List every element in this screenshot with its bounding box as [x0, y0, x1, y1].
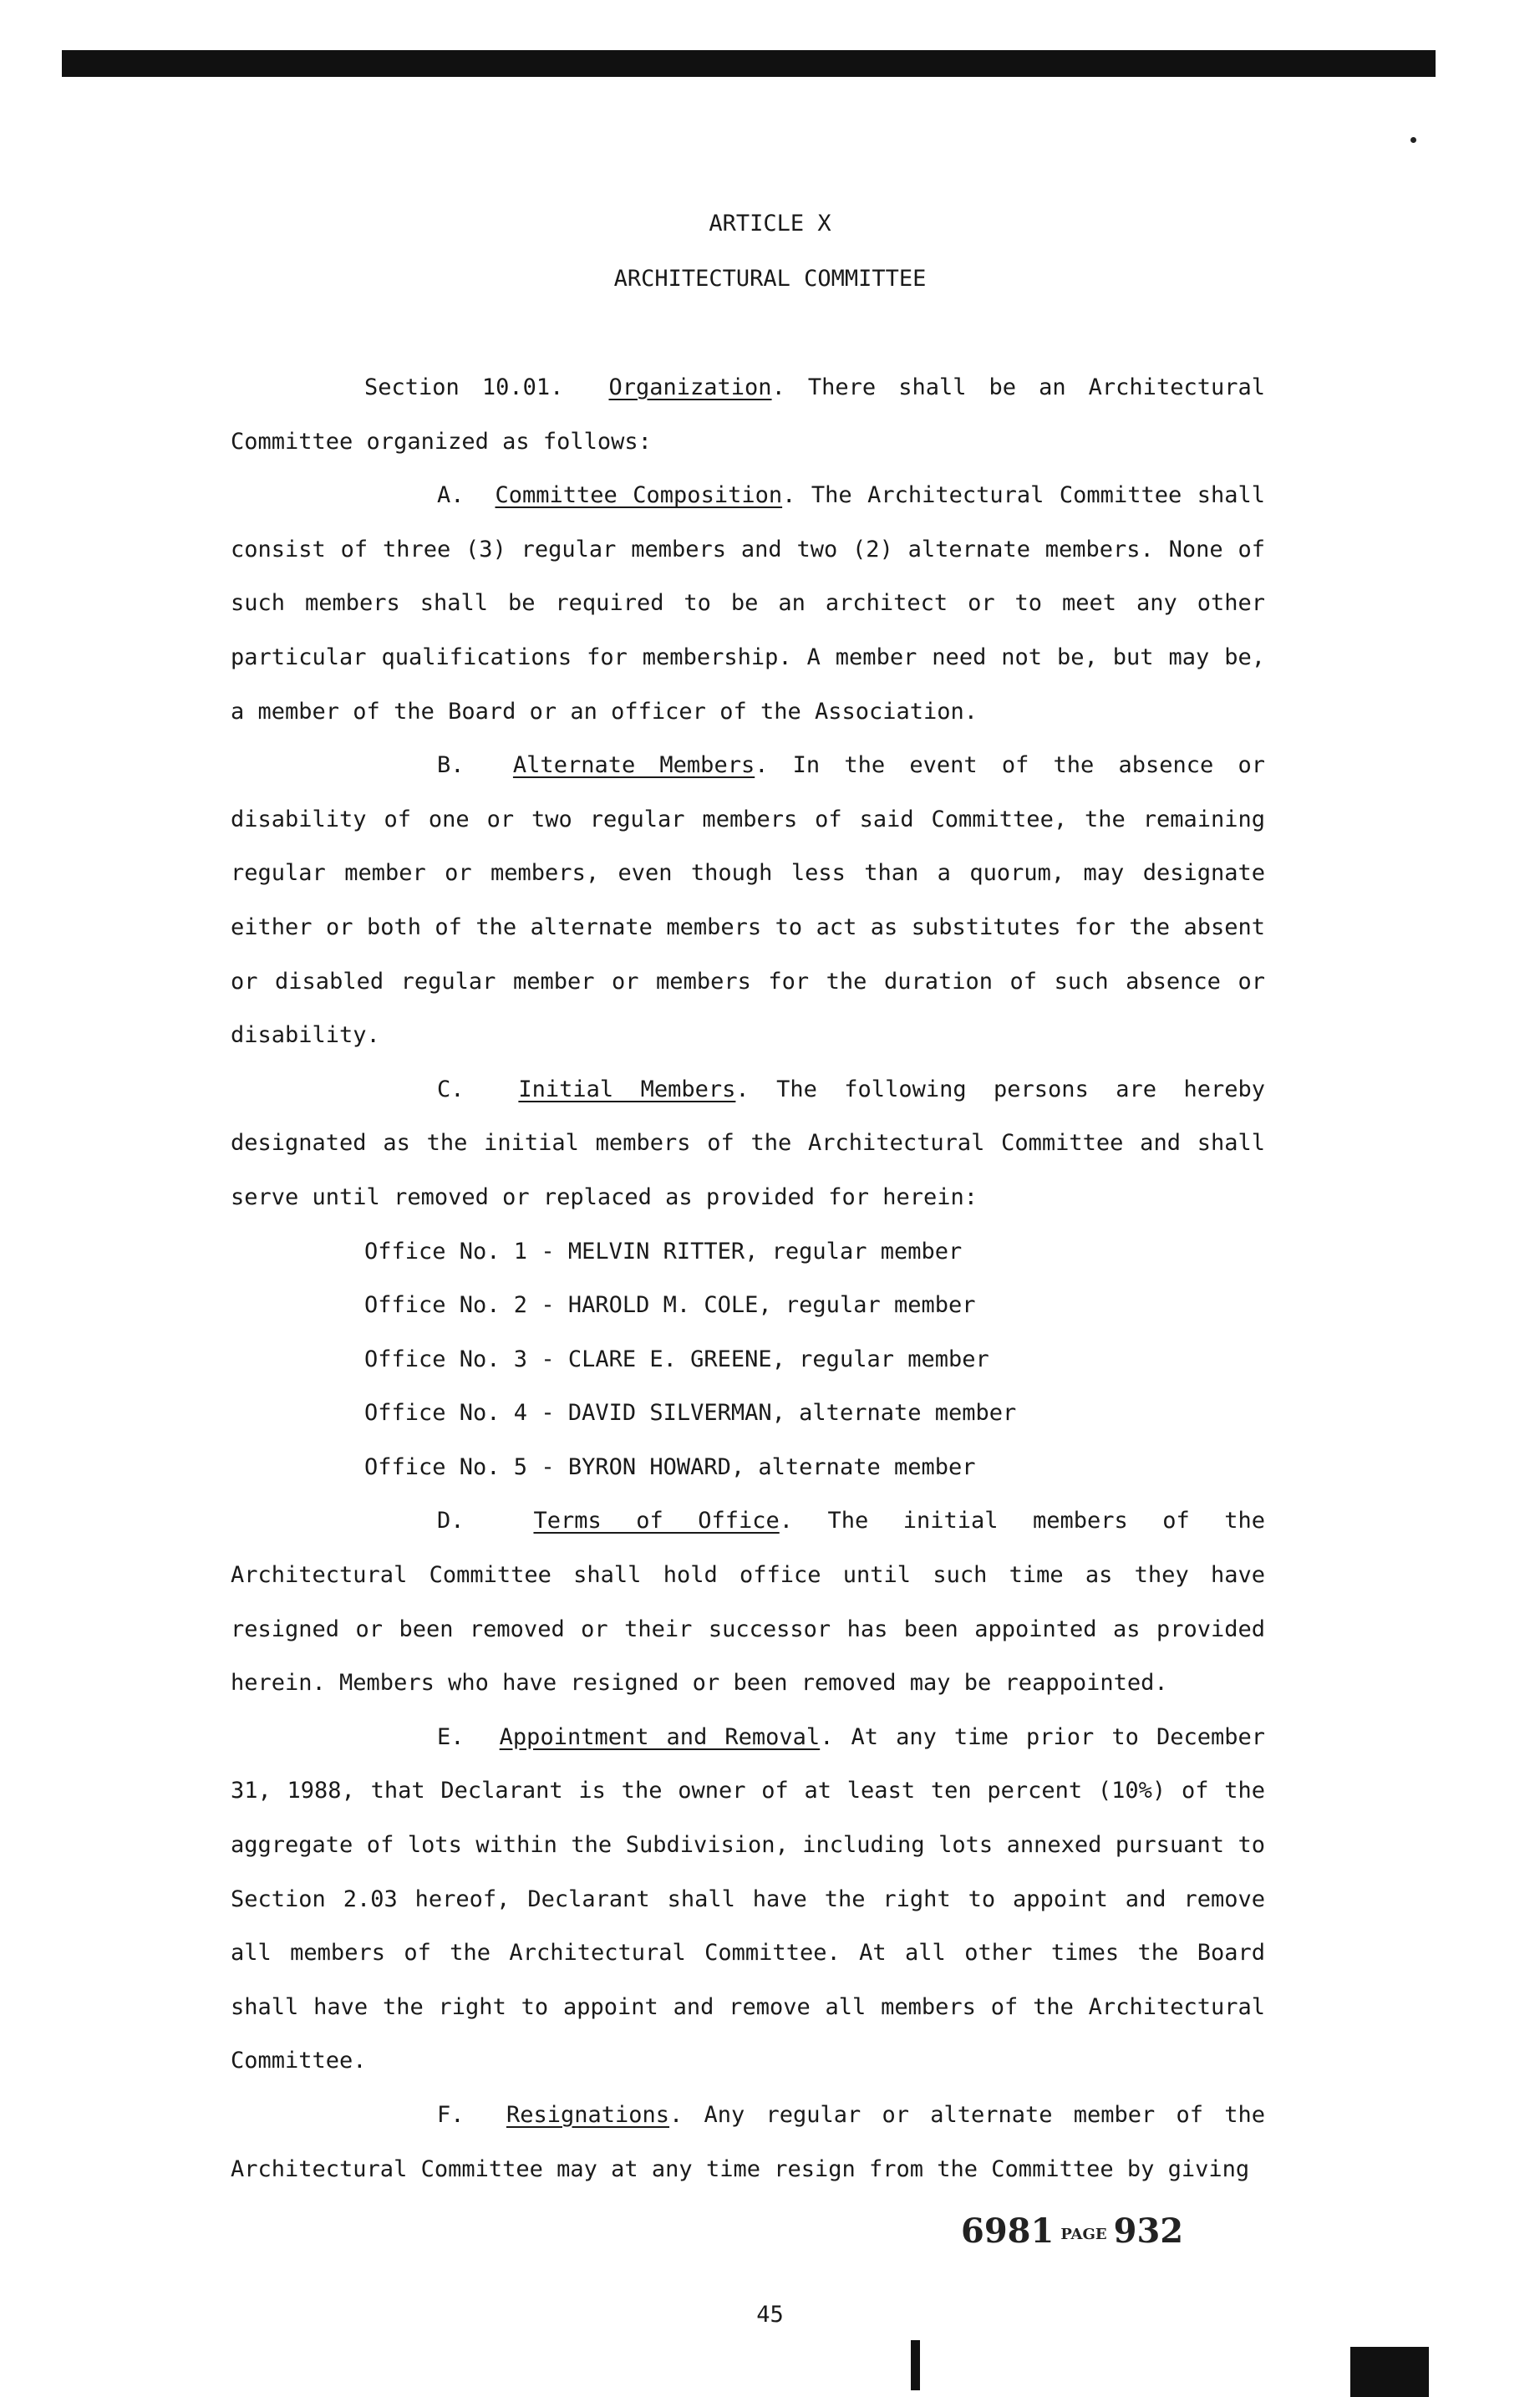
article-number: ARTICLE X [709, 211, 831, 237]
subsection-d [231, 1494, 1265, 1710]
scan-mark [911, 2340, 920, 2390]
subsection-text: . The following persons are hereby designated as the initial members of the Architectural Committee and shall serve until removed or replaced as provided for herein: [231, 1076, 1265, 1210]
subsection-text: . The Architectural Committee shall consist of three (3) regular members and two (2) alternate members. None of such members shall be required to be an architect or to meet any other particular qualifications for membership. A member need not be, but may be, a member of the Board or an officer of the Association. [231, 482, 1265, 725]
section-10-01 [231, 361, 1265, 469]
subsection-text: . In the event of the absence or disability of one or two regular members of said Committee, the remaining regular member or members, even though less than a quorum, may designate either or both of the alternate members to act as substitutes for the absent or disabled regular member or members for the duration of such absence or disability. [231, 752, 1266, 1049]
subsection-text: . Any regular or alternate member of the Architectural Committee may at any time resign from the Committee by giving [231, 2102, 1266, 2182]
subsection-heading: Appointment and Removal [499, 1723, 821, 1750]
subsection-c [231, 1063, 1265, 1225]
list-item: Office No. 3 - CLARE E. GREENE, regular member [364, 1346, 989, 1372]
subsection-text: . The initial members of the Architectural Committee shall hold office until such time as they have resigned or been removed or their successor has been appointed as provided herein. Members who have resigned or been removed may be reappointed. [231, 1508, 1265, 1697]
subsection-letter: F. [437, 2102, 465, 2128]
book-number: 6981 [961, 2211, 1055, 2251]
subsection-text: . At any time prior to December 31, 1988, that Declarant is the owner of at least ten percent (10%) of the aggregate of lots within the Subdivision, including lots annexed pursuant to Section 2.03 hereof, Declarant shall have the right to appoint and remove all members of the Architectural Committee. At all other times the Board shall have the right to appoint and remove all members of the Architectural Committee. [231, 1723, 1266, 2074]
section-heading: Organization [608, 374, 772, 400]
subsection-letter: B. [437, 752, 465, 779]
subsection-e [231, 1711, 1265, 2089]
subsection-heading: Initial Members [518, 1076, 736, 1102]
subsection-f [231, 2089, 1265, 2196]
subsection-letter: A. [437, 482, 465, 509]
subsection-b [231, 739, 1265, 1063]
book-page-number: 932 [1113, 2211, 1184, 2251]
subsection-heading: Terms of Office [533, 1508, 780, 1534]
subsection-letter: E. [437, 1723, 465, 1750]
scan-edge-bar [62, 50, 1436, 77]
subsection-heading: Alternate Members [512, 752, 755, 779]
list-item: Office No. 5 - BYRON HOWARD, alternate member [364, 1453, 976, 1480]
scan-speck [1410, 137, 1416, 143]
subsection-a [231, 469, 1265, 739]
subsection-heading: Resignations [506, 2102, 670, 2128]
scan-mark [1350, 2347, 1429, 2397]
subsection-letter: C. [437, 1076, 465, 1102]
document-body [231, 361, 1265, 2196]
subsection-heading: Committee Composition [495, 482, 783, 509]
subsection-letter: D. [437, 1508, 465, 1534]
section-text: . There shall be an Architectural Committee organized as follows: [231, 374, 1265, 455]
section-label: Section 10.01. [364, 374, 564, 400]
page-label: PAGE [1060, 2225, 1107, 2243]
article-title: ARCHITECTURAL COMMITTEE [613, 266, 927, 292]
list-item: Office No. 2 - HAROLD M. COLE, regular member [364, 1292, 976, 1319]
list-item: Office No. 1 - MELVIN RITTER, regular member [364, 1238, 963, 1265]
page-number: 45 [756, 2302, 784, 2328]
list-item: Office No. 4 - DAVID SILVERMAN, alternate member [364, 1400, 1017, 1427]
recording-stamp [961, 2211, 1183, 2251]
initial-members-list [231, 1225, 1265, 1495]
